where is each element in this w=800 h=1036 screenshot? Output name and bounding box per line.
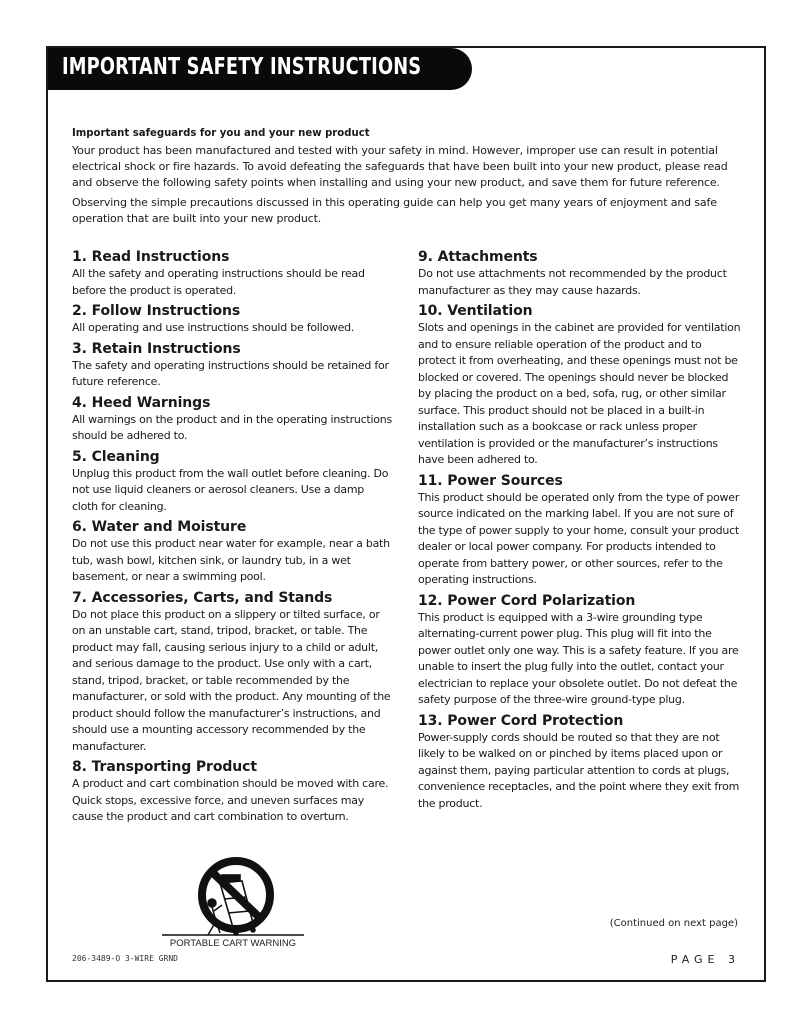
instruction-body: Do not use this product near water for example, near a bath tub, wash bowl, kitchen sink, or laundry tub, in a wet basement, or near a swimming pool. <box>72 537 390 583</box>
instruction-body: The safety and operating instructions should be retained for future reference. <box>72 358 389 388</box>
instruction-body: Do not place this product on a slippery or tilted surface, or on an unstable cart, stand, tripod, bracket, or table. The product may fall, causing serious injury to a child or adult, and serious damage to the product. Use only with a cart, stand, tripod, bracket, or table recommended by the manufacturer, or sold with the product. Any mounting of the product should follow the manufacturer’s instructions, and should use a mounting accessory recommended by the manufacturer. <box>72 607 391 753</box>
instruction-item <box>72 302 392 337</box>
left-column <box>72 248 392 829</box>
instruction-item <box>72 448 392 516</box>
instruction-item <box>418 592 742 709</box>
figure-caption: PORTABLE CART WARNING <box>169 938 297 949</box>
instruction-title: 5. Cleaning <box>72 448 160 465</box>
instruction-body: Slots and openings in the cabinet are provided for ventilation and to ensure reliable operation of the product and to protect it from overheating, and these openings must not be blocked or covered. The openings should never be blocked by placing the product on a bed, sofa, rug, or other similar surface. This product should not be placed in a built-in installation such as a bookcase or rack unless proper ventilation is provided or the manufacturer’s instructions have been adhered to. <box>418 321 741 466</box>
instruction-body: Unplug this product from the wall outlet before cleaning. Do not use liquid cleaners or aerosol cleaners. Use a damp cloth for cleaning. <box>72 466 389 513</box>
instruction-body: This product is equipped with a 3-wire grounding type alternating-current power plug. This plug will fit into the power outlet only one way. This is a safety feature. If you are unable to insert the plug fully into the outlet, contact your electrician to replace your obsolete outlet. Do not defeat the safety purpose of the three-wire ground-type plug. <box>418 610 739 706</box>
instruction-item <box>72 394 392 445</box>
instruction-body: All warnings on the product and in the operating instructions should be adhered to. <box>72 412 392 442</box>
intro-heading: Important safeguards for you and your new product <box>72 126 370 139</box>
instruction-title: 10. Ventilation <box>418 303 533 319</box>
instruction-title: 4. Heed Warnings <box>72 394 211 411</box>
right-column <box>418 248 742 815</box>
continued-note: (Continued on next page) <box>609 918 738 929</box>
instruction-item <box>72 589 392 756</box>
instruction-body: A product and cart combination should be moved with care. Quick stops, excessive force, and uneven surfaces may cause the product and cart combination to overturn. <box>72 777 389 823</box>
instruction-title: 13. Power Cord Protection <box>418 712 624 729</box>
instruction-item <box>72 248 392 299</box>
document-number: 206-3489-O 3-WIRE GRND <box>72 954 178 963</box>
instruction-body: Power-supply cords should be routed so that they are not likely to be walked on or pinched by items placed upon or against them, paying particular attention to cords at plugs, convenience receptacles, and the point where they exit from the product. <box>418 730 740 810</box>
intro-paragraph: Your product has been manufactured and tested with your safety in mind. However, improper use can result in potential electrical shock or fire hazards. To avoid defeating the safeguards that have been built into your new product, please read and observe the following safety points when installing and using your new product, and save them for future reference. <box>72 144 728 189</box>
instruction-title: 3. Retain Instructions <box>72 340 241 357</box>
page-frame <box>46 46 766 982</box>
instruction-body: All the safety and operating instructions should be read before the product is operated. <box>72 267 365 297</box>
instruction-item <box>418 712 742 813</box>
instruction-title: 8. Transporting Product <box>72 759 257 775</box>
instruction-title: 6. Water and Moisture <box>72 519 247 535</box>
intro-section <box>72 126 742 231</box>
page-title: IMPORTANT SAFETY INSTRUCTIONS <box>62 54 422 80</box>
instruction-title: 2. Follow Instructions <box>72 303 241 319</box>
instruction-title: 9. Attachments <box>418 249 538 265</box>
instruction-title: 12. Power Cord Polarization <box>418 592 636 609</box>
instruction-body: This product should be operated only from the type of power source indicated on the marking label. If you are not sure of the type of power supply to your home, consult your product dealer or local power company. For products intended to operate from battery power, or other sources, refer to the operating instructions. <box>418 490 740 586</box>
instruction-body: All operating and use instructions should be followed. <box>72 321 355 334</box>
instruction-title: 11. Power Sources <box>418 472 563 489</box>
instruction-item <box>72 518 392 586</box>
instruction-item <box>418 248 742 299</box>
instruction-body: Do not use attachments not recommended by the product manufacturer as they may cause hazards. <box>418 267 727 297</box>
intro-paragraph: Observing the simple precautions discussed in this operating guide can help you get many years of enjoyment and safe operation that are built into your new product. <box>72 196 717 225</box>
instruction-item <box>418 472 742 589</box>
instruction-title: 7. Accessories, Carts, and Stands <box>72 589 333 606</box>
instruction-item <box>418 302 742 469</box>
instruction-item <box>72 340 392 391</box>
instruction-title: 1. Read Instructions <box>72 249 230 265</box>
title-banner <box>48 48 472 90</box>
instruction-item <box>72 758 392 826</box>
page-number: PAGE 3 <box>670 953 740 966</box>
